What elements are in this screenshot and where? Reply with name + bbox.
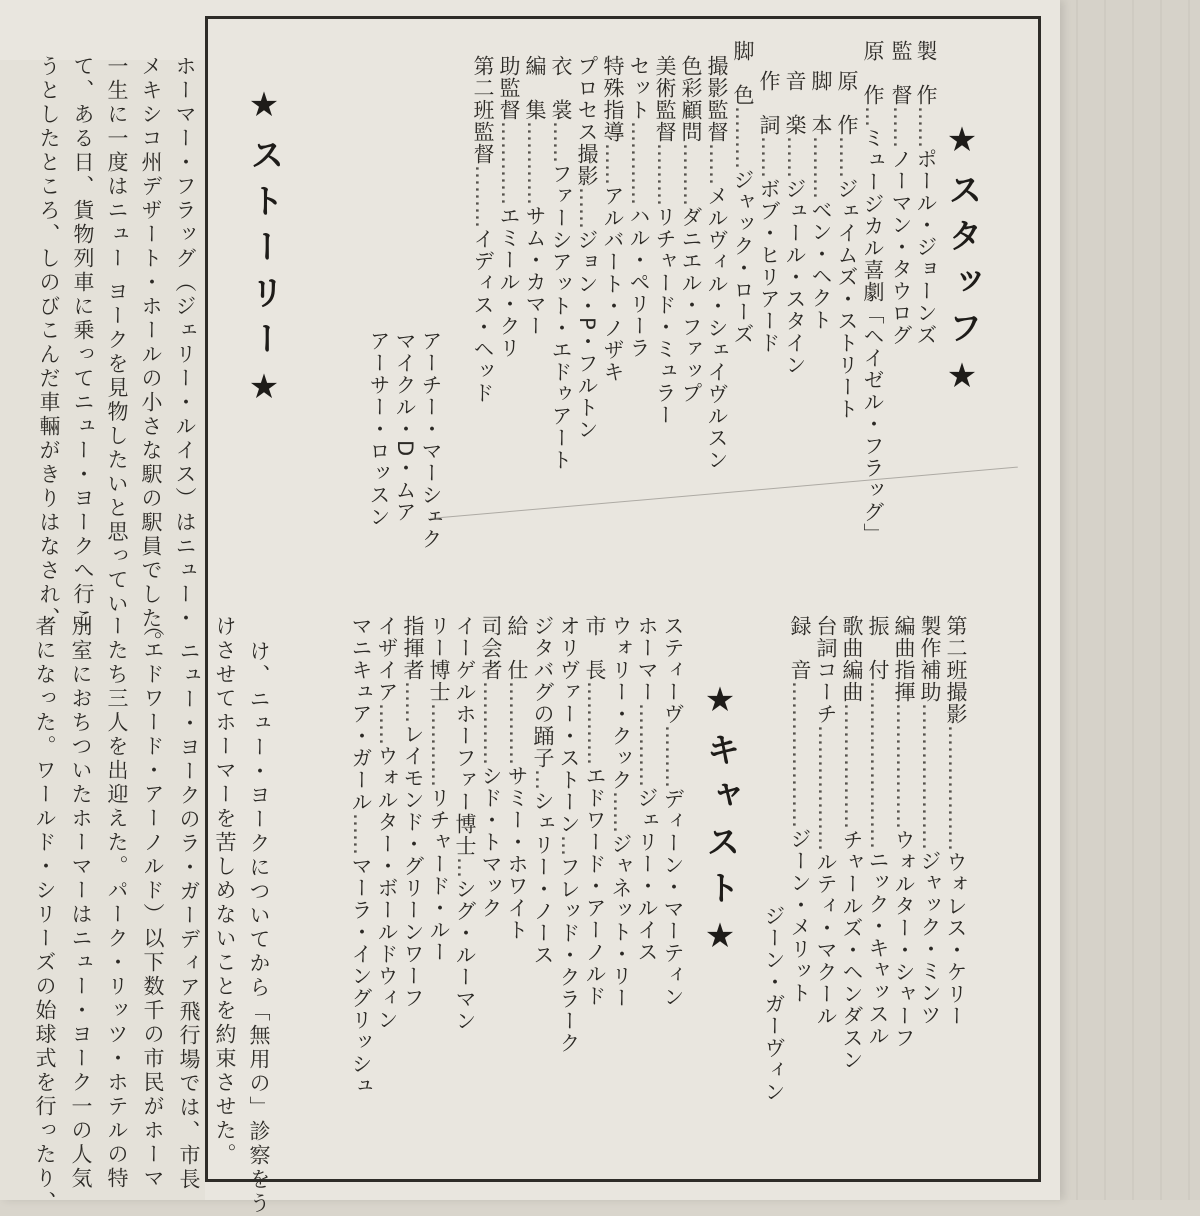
staff-role: 監 督	[889, 40, 913, 106]
staff-name: ニック・キャッスル	[866, 849, 890, 1047]
story-heading: ★ストーリー★	[244, 85, 284, 419]
staff-role: 脚 色	[731, 40, 755, 106]
cast-entry: イザイア……ウォルター・ボールドウィン	[375, 615, 399, 1031]
staff-entry: プロセス撮影……ジョン・P・フルトン	[575, 55, 599, 441]
staff-lower-entry	[763, 905, 784, 1103]
staff-name: ジャック・ミンツ	[918, 850, 942, 1026]
staff-role: 脚 本	[809, 70, 833, 136]
staff-role: 原 作	[835, 70, 859, 136]
staff-name: リチャード・ミュラー	[653, 206, 677, 426]
cast-role: ホーマー	[635, 615, 659, 703]
cast-entry: イーゲルホーファー博士…シグ・ルーマン	[453, 615, 477, 1032]
staff-name: ウォルター・シャーフ	[892, 829, 916, 1049]
staff-role: 第二班撮影	[944, 615, 968, 725]
cast-role: リー博士	[427, 615, 451, 703]
staff-name: ジャック・ローズ	[731, 169, 755, 345]
cast-role: マニキュア・ガール	[349, 615, 373, 813]
staff-role: 色彩顧問	[679, 55, 703, 143]
staff-name: ベン・ヘクト	[809, 199, 833, 331]
staff-role: 録 音	[788, 615, 812, 681]
staff-name: イディス・ヘッド	[471, 228, 495, 404]
story-line: （エドワード・アーノルド）以下数千の市民がホーマ	[141, 615, 165, 1191]
cast-entry: リー博士…………リチャード・ルー	[427, 615, 451, 963]
cast-entry: オリヴァー・ストーン…フレッド・クラーク	[557, 615, 581, 1054]
staff-role: 編曲指揮	[892, 615, 916, 703]
cast-role: オリヴァー・ストーン	[557, 615, 581, 835]
staff-extra-name: マイクル・D・ムア	[393, 330, 417, 524]
cast-name: シグ・ルーマン	[453, 878, 477, 1032]
cast-entry: 給 仕…………サミー・ホワイト	[505, 615, 529, 941]
staff-name: メルヴィル・シェイヴルスン	[705, 185, 729, 471]
staff-entry: 原 作……ジェイムズ・ストリート	[835, 70, 859, 420]
staff-name: ウォレス・ケリー	[944, 851, 968, 1027]
staff-entry: 製 作……ポール・ジョーンズ	[914, 40, 938, 346]
staff-role: 台詞コーチ	[814, 615, 838, 725]
story-line: 別室におちついたホーマーはニュー・ヨーク一の人気	[69, 615, 93, 1191]
staff-lower-entry: 編曲指揮………………ウォルター・シャーフ	[892, 615, 916, 1049]
story-line: ーたち三人を出迎えた。パーク・リッツ・ホテルの特	[105, 615, 129, 1191]
staff-role: セット	[627, 55, 651, 121]
staff-name: ジェイムズ・ストリート	[835, 178, 859, 420]
staff-entry: 第二班監督………イディス・ヘッド	[471, 55, 495, 404]
staff-role: 作 詞	[757, 70, 781, 136]
story-line: けさせてホーマーを苦しめないことを約束させた。	[213, 615, 237, 1167]
staff-entry: セット…………ハル・ペリーラ	[627, 55, 651, 359]
staff-name: アルバート・ノザキ	[601, 185, 625, 383]
story-line: 者になった。ワールド・シリーズの始球式を行ったり、	[33, 615, 57, 1215]
staff-entry: 脚 本………ベン・ヘクト	[809, 70, 833, 331]
staff-entry: 原 作…ミュージカル喜劇「ヘイゼル・フラッグ」	[861, 40, 885, 545]
staff-entry: 衣 裳……ファーシアット・エドゥアート	[549, 55, 573, 471]
staff-role: 編 集	[523, 55, 547, 121]
staff-name: ダニエル・ファップ	[679, 206, 703, 404]
cast-role: 市 長	[583, 615, 607, 681]
staff-name: ルティ・マクール	[814, 851, 838, 1027]
cast-entry: 指揮者……レイモンド・グリーンワーフ	[401, 615, 425, 1009]
cast-name: エドワード・アーノルド	[583, 765, 607, 1007]
cast-name: シド・トマック	[479, 765, 503, 919]
cast-entry: 市 長…………エドワード・アーノルド	[583, 615, 607, 1007]
cast-entry: 司会者…………シド・トマック	[479, 615, 503, 919]
cast-role: ウォリー・クック	[609, 615, 633, 791]
staff-name: ハル・ペリーラ	[627, 205, 651, 359]
staff-lower-entry: 第二班撮影………………ウォレス・ケリー	[944, 615, 968, 1027]
staff-entry: 編 集…………サム・カマー	[523, 55, 547, 337]
cast-entry: マニキュア・ガール……マーラ・イングリッシュ	[349, 615, 373, 1097]
cast-name: ジャネット・リー	[609, 833, 633, 1009]
staff-role: 原 作	[861, 40, 885, 106]
staff-role: 第二班監督	[471, 55, 495, 165]
staff-name: ジョン・P・フルトン	[575, 229, 599, 441]
cast-name: ディーン・マーティン	[661, 788, 685, 1008]
cast-name: リチャード・ルー	[427, 787, 451, 963]
staff-name: ポール・ジョーンズ	[914, 148, 938, 346]
staff-role: 特殊指導	[601, 55, 625, 143]
staff-role: 衣 裳	[549, 55, 573, 121]
staff-role: 製 作	[914, 40, 938, 106]
staff-entry: 脚 色………ジャック・ローズ	[731, 40, 755, 345]
staff-lower-entry: 台詞コーチ………………ルティ・マクール	[814, 615, 838, 1027]
story-line: ニュー・ヨークのラ・ガーディア飛行場では、市長	[177, 640, 201, 1192]
cast-entry: ホーマー…………ジェリー・ルイス	[635, 615, 659, 963]
staff-entry: 助監督…………エミール・クリ	[497, 55, 521, 359]
cast-entry: スティーヴ………ディーン・マーティン	[661, 615, 685, 1008]
staff-role: 美術監督	[653, 55, 677, 143]
cast-name: サミー・ホワイト	[505, 765, 529, 941]
staff-entry: 作 詞……ボブ・ヒリアード	[757, 70, 781, 354]
story-line: て、ある日、貨物列車に乗ってニュー・ヨークへ行こ	[71, 55, 95, 631]
staff-extra-name: アーチー・マーシェク	[419, 330, 443, 550]
staff-name: チャールズ・ヘンダスン	[840, 829, 864, 1071]
staff-name: ノーマン・タウログ	[889, 148, 913, 346]
story-line: ホーマー・フラッグ（ジェリー・ルイス）はニュー・	[173, 55, 197, 631]
staff-entry: 色彩顧問………ダニエル・ファップ	[679, 55, 703, 404]
staff-lower-entry: 録 音…………………ジーン・メリット	[788, 615, 812, 1004]
cast-role: スティーヴ	[661, 615, 685, 725]
cast-name: マーラ・イングリッシュ	[349, 855, 373, 1097]
staff-name: ジーン・メリット	[788, 828, 812, 1004]
staff-name: ミュージカル喜劇「ヘイゼル・フラッグ」	[861, 127, 885, 545]
cast-name: ウォルター・ボールドウィン	[375, 745, 399, 1031]
cast-name: フレッド・クラーク	[557, 856, 581, 1054]
cast-role: イザイア	[375, 615, 399, 703]
staff-name: ボブ・ヒリアード	[757, 178, 781, 354]
staff-role: 撮影監督	[705, 55, 729, 143]
story-line: メキシコ州デザート・ホールの小さな駅の駅員でした。	[139, 55, 163, 655]
cast-name: レイモンド・グリーンワーフ	[401, 723, 425, 1009]
cast-heading: ★キャスト★	[700, 680, 740, 968]
staff-role: 音 楽	[783, 70, 807, 136]
staff-entry: 特殊指導……アルバート・ノザキ	[601, 55, 625, 383]
staff-role: 助監督	[497, 55, 521, 121]
staff-name: サム・カマー	[523, 205, 547, 337]
cast-entry: ウォリー・クック……ジャネット・リー	[609, 615, 633, 1009]
staff-role: 製作補助	[918, 615, 942, 703]
staff-entry: 音 楽……ジュール・スタイン	[783, 70, 807, 376]
staff-name: エミール・クリ	[497, 205, 521, 359]
staff-role: プロセス撮影	[575, 55, 599, 187]
staff-lower-entry: 振 付……………………ニック・キャッスル	[866, 615, 890, 1047]
next-page-edge	[1050, 0, 1200, 1200]
cast-role: イーゲルホーファー博士	[453, 615, 477, 857]
staff-heading: ★スタッフ★	[942, 120, 982, 408]
staff-name: ジーン・ガーヴィン	[762, 905, 786, 1103]
story-line: け、ニュー・ヨークについてから「無用の」診察をう	[247, 640, 271, 1216]
staff-name: ファーシアット・エドゥアート	[549, 163, 573, 471]
cast-role: ジタバグの踊子	[531, 615, 555, 769]
staff-role: 歌曲編曲	[840, 615, 864, 703]
staff-extra-name: アーサー・ロッスン	[367, 330, 391, 528]
staff-entry: 美術監督………リチャード・ミュラー	[653, 55, 677, 426]
story-line: 一生に一度はニュー ヨークを見物したいと思ってい	[105, 55, 129, 617]
staff-entry: 監 督……ノーマン・タウログ	[889, 40, 913, 346]
cast-role: 給 仕	[505, 615, 529, 681]
cast-role: 指揮者	[401, 615, 425, 681]
staff-entry: 撮影監督……メルヴィル・シェイヴルスン	[705, 55, 729, 471]
cast-entry: ジタバグの踊子…シェリー・ノース	[531, 615, 555, 966]
cast-name: ジェリー・ルイス	[635, 787, 659, 963]
cast-role: 司会者	[479, 615, 503, 681]
cast-name: シェリー・ノース	[531, 790, 555, 966]
staff-role: 振 付	[866, 615, 890, 681]
staff-lower-entry: 歌曲編曲………………チャールズ・ヘンダスン	[840, 615, 864, 1071]
staff-lower-entry: 製作補助…………………ジャック・ミンツ	[918, 615, 942, 1026]
staff-name: ジュール・スタイン	[783, 178, 807, 376]
story-line: うとしたところ、しのびこんだ車輛がきりはなされ、	[37, 55, 61, 631]
